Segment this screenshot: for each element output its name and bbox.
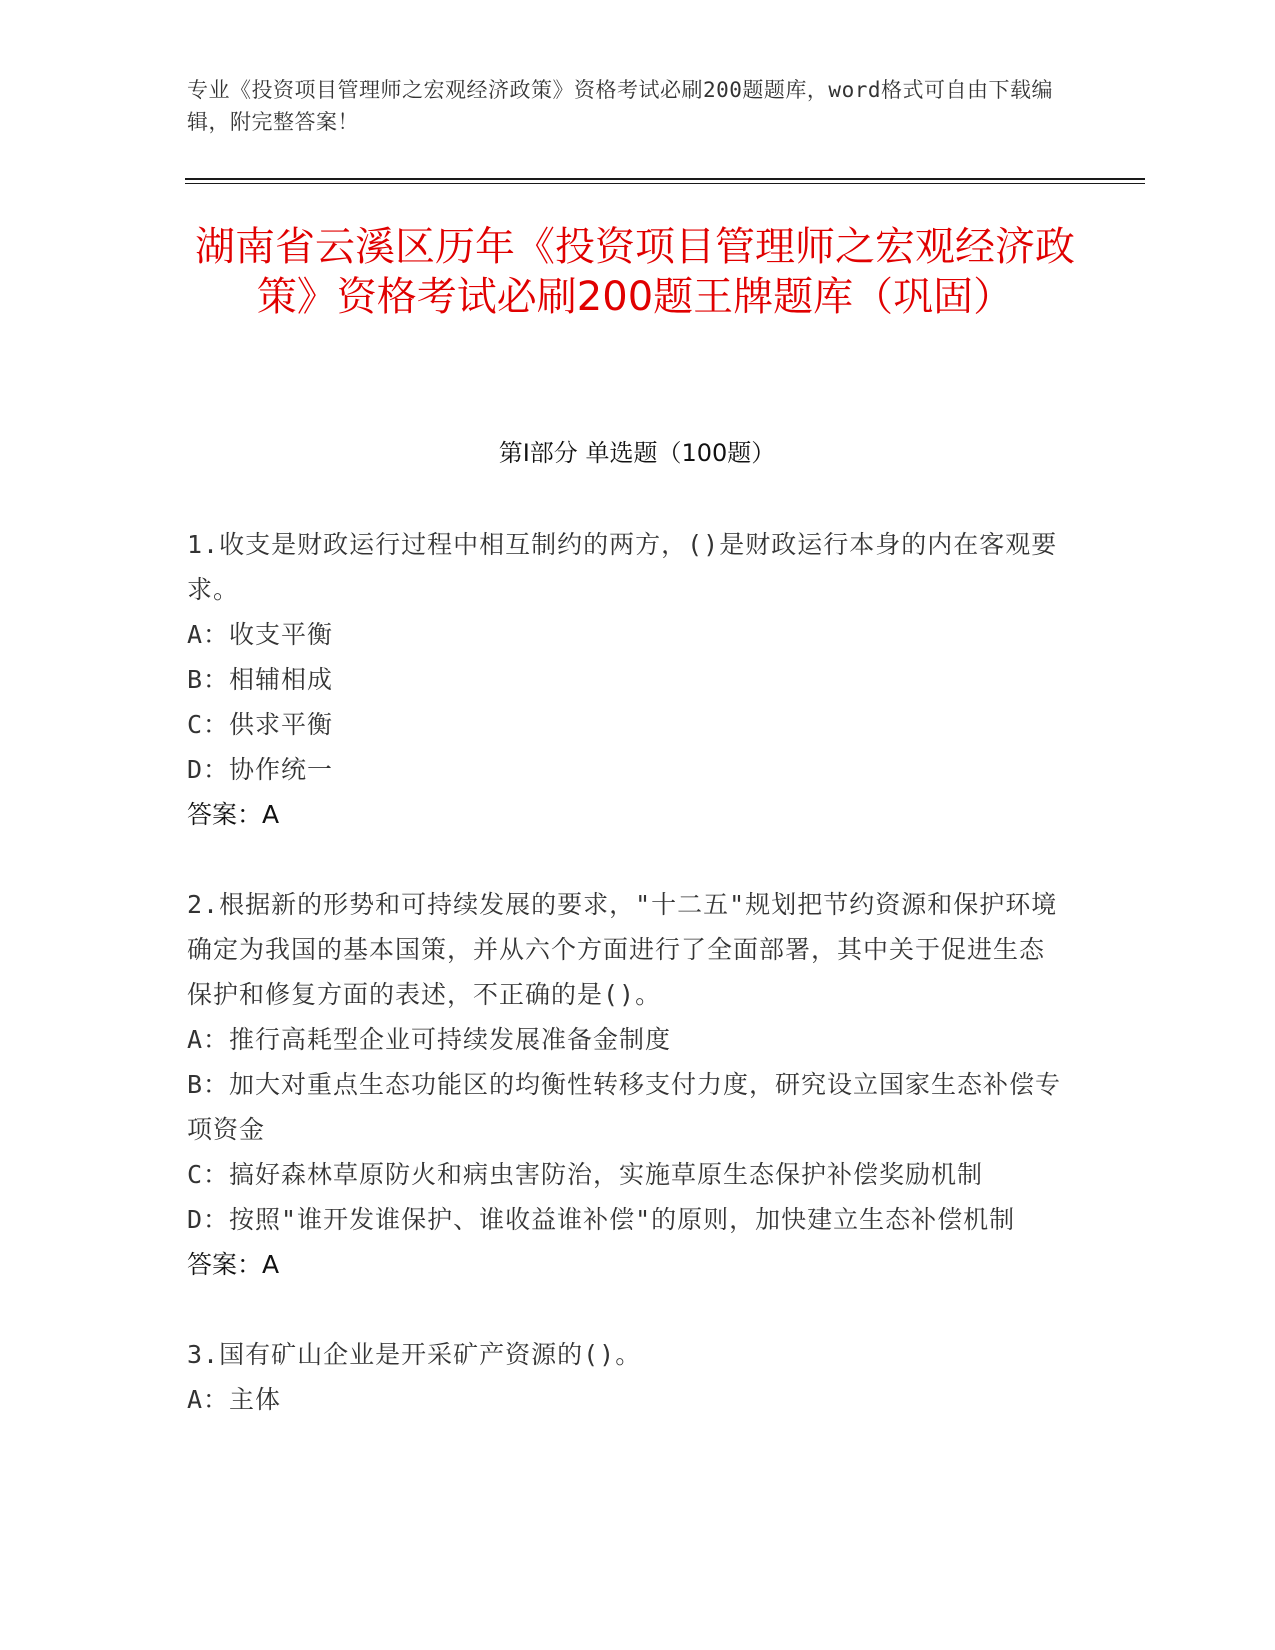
answer-line: 答案：A (187, 800, 280, 829)
option-c: C：供求平衡 (187, 710, 334, 739)
question-1 (187, 522, 1067, 837)
question-text: 2.根据新的形势和可持续发展的要求，"十二五"规划把节约资源和保护环境确定为我国的基本国策，并从六个方面进行了全面部署，其中关于促进生态保护和修复方面的表述，不正确的是()。 (187, 890, 1058, 1009)
section-heading: 第Ⅰ部分 单选题（100题） (498, 439, 776, 467)
option-d: D：按照"谁开发谁保护、谁收益谁补偿"的原则，加快建立生态补偿机制 (187, 1205, 1016, 1234)
answer-line: 答案：A (187, 1250, 280, 1279)
option-d: D：协作统一 (187, 755, 334, 784)
question-list (187, 522, 1067, 1467)
option-a: A：推行高耗型企业可持续发展准备金制度 (187, 1025, 672, 1054)
option-c: C：搞好森林草原防火和病虫害防治，实施草原生态保护补偿奖励机制 (187, 1160, 984, 1189)
header-divider-thick (185, 178, 1145, 180)
document-title: 湖南省云溪区历年《投资项目管理师之宏观经济政策》资格考试必刷200题王牌题库（巩固） (195, 224, 1075, 320)
question-text: 1.收支是财政运行过程中相互制约的两方，()是财政运行本身的内在客观要求。 (187, 530, 1058, 604)
question-text: 3.国有矿山企业是开采矿产资源的()。 (187, 1340, 642, 1369)
header-note: 专业《投资项目管理师之宏观经济政策》资格考试必刷200题题库，word格式可自由下载编辑，附完整答案！ (187, 78, 1053, 134)
question-3 (187, 1332, 1067, 1422)
option-b: B：加大对重点生态功能区的均衡性转移支付力度，研究设立国家生态补偿专项资金 (187, 1070, 1062, 1144)
option-b: B：相辅相成 (187, 665, 334, 694)
question-2 (187, 882, 1067, 1287)
option-a: A：主体 (187, 1385, 282, 1414)
option-a: A：收支平衡 (187, 620, 334, 649)
header-divider-thin (185, 183, 1145, 184)
